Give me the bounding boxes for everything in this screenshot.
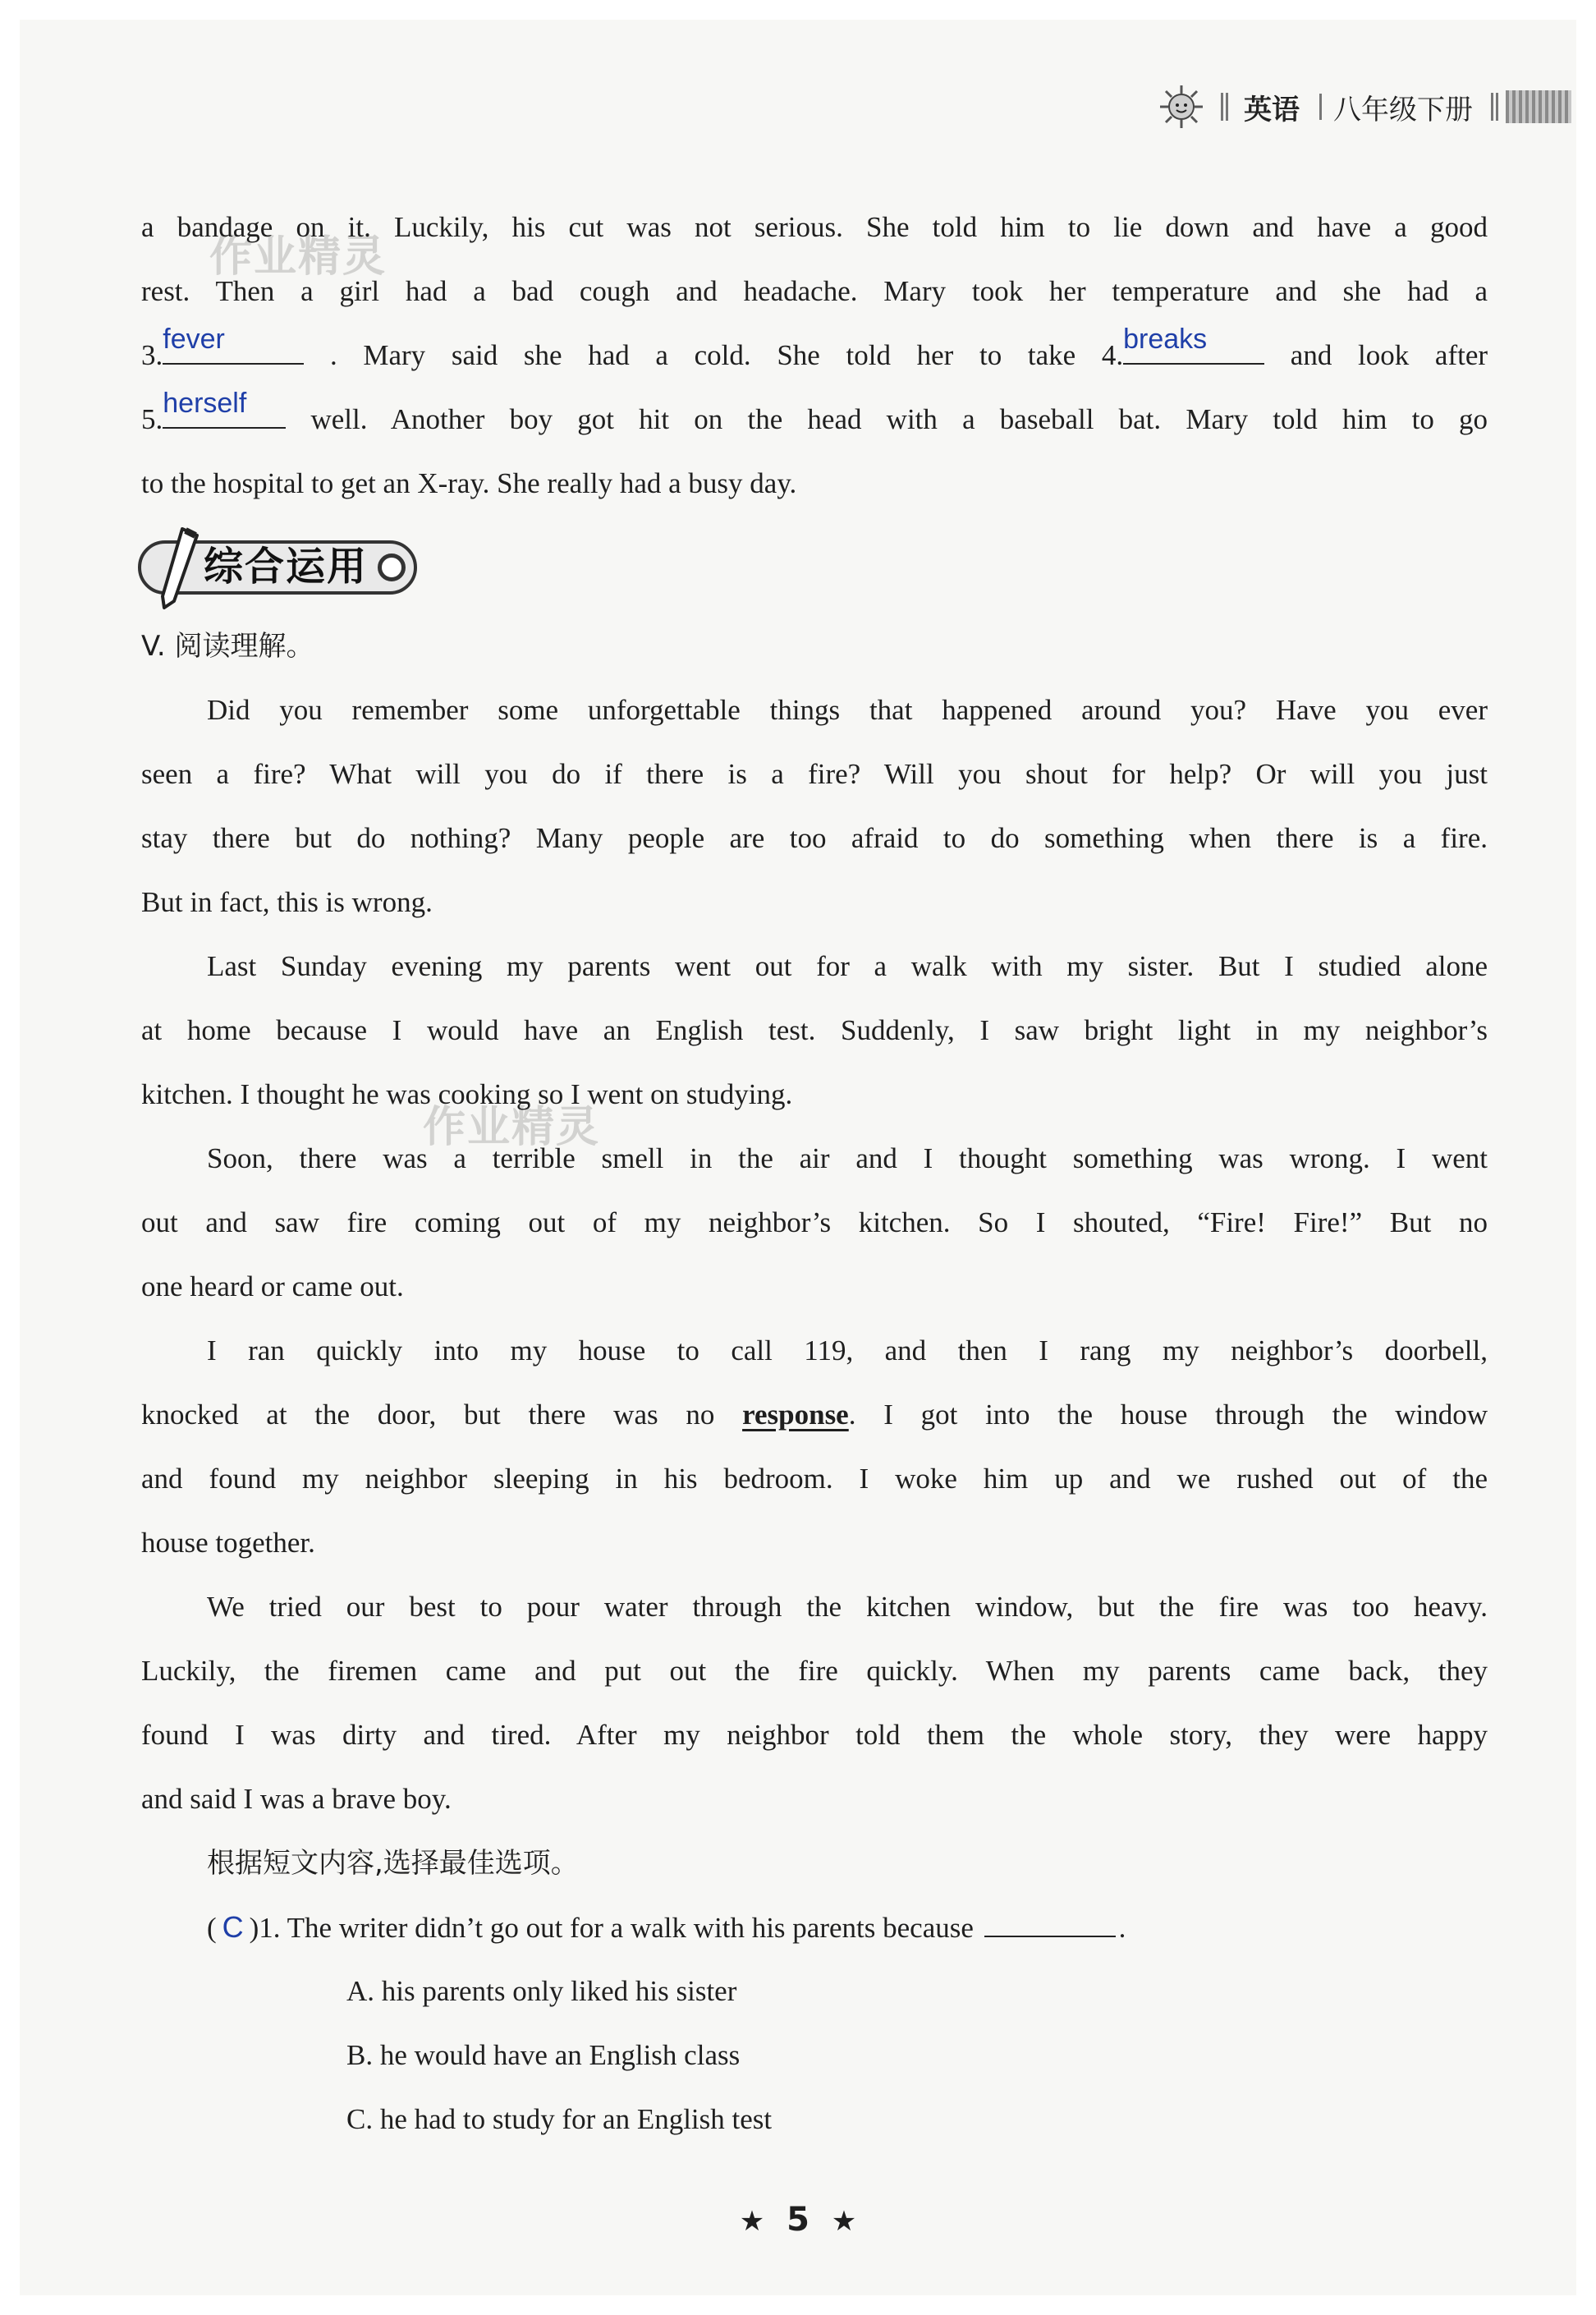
question-1-blank — [984, 1909, 1116, 1937]
question-paren-open: ( — [207, 1912, 217, 1944]
passage-line-blanks — [141, 324, 1488, 388]
answer-3: fever — [163, 324, 225, 355]
option-a: A. his parents only liked his sister — [346, 1975, 737, 2007]
reading-line: Did you remember some unforgettable things that happened around you? Have you ever — [207, 694, 1488, 726]
blank-number-3: 3. — [141, 339, 163, 371]
header-bars-right — [1491, 93, 1499, 121]
watermark-top: 作业精灵 — [209, 232, 388, 282]
section-badge — [138, 526, 1488, 611]
reading-line: house together. — [141, 1527, 315, 1559]
reading-paragraph-4 — [141, 1319, 1488, 1575]
passage-line: a bandage on it. Luckily, his cut was not serious. She told him to lie down and have a good — [141, 211, 1488, 243]
section-heading: V. 阅读理解。 — [141, 630, 314, 663]
footer-star-right: ★ — [831, 2205, 857, 2238]
reading-paragraph-2 — [141, 935, 1488, 1127]
question-1-answer: C — [222, 1910, 244, 1944]
reading-text: . I got into the house through the window — [848, 1399, 1488, 1431]
page-number: 5 — [787, 2201, 809, 2239]
passage-continued — [141, 195, 1488, 516]
reading-line: and found my neighbor sleeping in his bedroom. I woke him up and we rushed out of the — [141, 1463, 1488, 1495]
reading-line: seen a fire? What will you do if there is a fire? Will you shout for help? Or will you just — [141, 758, 1488, 790]
reading-line: and said I was a brave boy. — [141, 1783, 452, 1815]
blank-4 — [1123, 324, 1264, 365]
sun-mascot-icon — [1158, 84, 1204, 130]
question-1-period: . — [1118, 1912, 1126, 1944]
watermark-middle: 作业精灵 — [423, 1103, 601, 1152]
passage-line: rest. Then a girl had a bad cough and headache. Mary took her temperature and she had a — [141, 275, 1488, 307]
reading-line: out and saw fire coming out of my neighbor’s kitchen. So I shouted, “Fire! Fire!” But no — [141, 1206, 1488, 1238]
answer-4: breaks — [1123, 324, 1208, 355]
reading-paragraph-5 — [141, 1575, 1488, 1831]
reading-line: I ran quickly into my house to call 119, and then I rang my neighbor’s doorbell, — [207, 1334, 1488, 1366]
instruction: 根据短文内容,选择最佳选项。 — [207, 1847, 579, 1880]
reading-line: Last Sunday evening my parents went out for a walk with my sister. But I studied alone — [207, 950, 1488, 982]
reading-line: found I was dirty and tired. After my neighbor told them the whole story, they were happy — [141, 1719, 1488, 1751]
header-subject: 英语 — [1244, 93, 1300, 126]
page-header — [1158, 82, 1571, 131]
passage-line-blank-5 — [141, 388, 1488, 452]
reading-line: We tried our best to pour water through the kitchen window, but the fire was too heavy. — [207, 1591, 1488, 1623]
pencil-icon — [149, 526, 207, 611]
option-b: B. he would have an English class — [346, 2039, 741, 2071]
question-1 — [141, 1895, 1488, 1959]
reading-line: at home because I would have an English test. Suddenly, I saw bright light in my neighbor’s — [141, 1014, 1488, 1046]
header-strip — [1506, 90, 1571, 123]
passage-text: well. Another boy got hit on the head with a baseball bat. Mary told him to go — [310, 403, 1488, 435]
reading-paragraph-1 — [141, 678, 1488, 935]
footer-star-left: ★ — [739, 2205, 765, 2238]
reading-line-response — [141, 1383, 1488, 1447]
page-content — [141, 195, 1488, 2152]
header-divider — [1319, 94, 1322, 120]
page-footer — [0, 2201, 1596, 2239]
reading-line: Luckily, the firemen came and put out the fire quickly. When my parents came back, they — [141, 1655, 1488, 1687]
blank-number-5: 5. — [141, 403, 163, 435]
badge-ring — [378, 553, 406, 581]
reading-line: Soon, there was a terrible smell in the air and I thought something was wrong. I went — [207, 1142, 1488, 1174]
badge-title: 综合运用 — [204, 544, 369, 590]
blank-3 — [163, 324, 304, 365]
answer-5: herself — [163, 388, 247, 419]
keyword-response: response — [742, 1399, 849, 1431]
passage-text: . Mary said she had a cold. She told her to take 4. — [329, 339, 1124, 371]
question-1-stem: )1. The writer didn’t go out for a walk with his parents because — [249, 1912, 974, 1944]
header-grade: 八年级下册 — [1333, 93, 1473, 126]
reading-line: one heard or came out. — [141, 1270, 404, 1302]
reading-text: knocked at the door, but there was no — [141, 1399, 715, 1431]
reading-line: stay there but do nothing? Many people are too afraid to do something when there is a fire. — [141, 822, 1488, 854]
reading-line: But in fact, this is wrong. — [141, 886, 433, 918]
reading-line: kitchen. I thought he was cooking so I went on studying. — [141, 1078, 793, 1110]
passage-text: and look after — [1290, 339, 1488, 371]
option-c: C. he had to study for an English test — [346, 2103, 773, 2135]
header-bars-left — [1221, 93, 1229, 121]
passage-line: to the hospital to get an X-ray. She really had a busy day. — [141, 467, 797, 499]
reading-paragraph-3 — [141, 1127, 1488, 1319]
blank-5 — [163, 388, 286, 429]
